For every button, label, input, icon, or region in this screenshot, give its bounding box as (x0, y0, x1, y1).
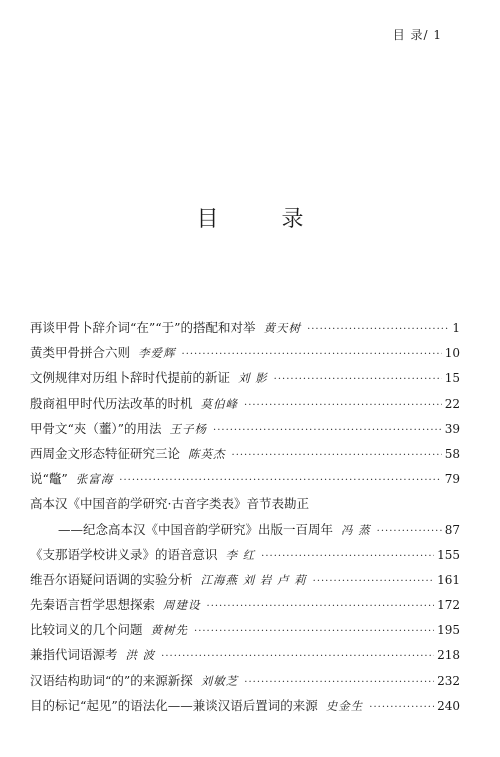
toc-entry-subtitle[interactable] (30, 520, 460, 545)
toc-entry-page: 1 (452, 321, 460, 335)
toc-entry-title: 甲骨文“㚒（虀）”的用法 (30, 420, 162, 436)
toc-entry-author: 刘敏芝 (200, 673, 239, 688)
toc-entry-page: 195 (437, 623, 460, 638)
toc-entry[interactable] (30, 394, 460, 419)
toc-entry-author: 陈英杰 (188, 446, 226, 461)
toc-entry-title: 目的标记“起见”的语法化——兼谈汉语后置词的来源 (30, 697, 318, 713)
toc-entry-title: 兼指代词语源考 (30, 647, 118, 663)
toc-leader-dots (307, 324, 449, 335)
toc-entry-author: 李爱辉 (138, 346, 176, 361)
running-head: 目 录/ 1 (392, 28, 442, 42)
toc-entry[interactable] (30, 645, 460, 670)
toc-entry-title: 高本汉《中国音韵学研究·古音字类表》音节表勘正 (30, 496, 309, 512)
toc-entry-page: 39 (444, 421, 460, 436)
toc-entry[interactable] (30, 318, 460, 343)
toc-leader-dots (194, 626, 434, 637)
toc-entry-author: 黄天树 (263, 321, 302, 335)
toc-entry-author: 周建设 (163, 598, 201, 613)
toc-entry-page: 172 (437, 598, 460, 613)
toc-entry[interactable] (30, 469, 460, 494)
toc-entry-page: 155 (437, 547, 460, 562)
toc-entry-page: 240 (437, 698, 460, 713)
toc-entry-author: 刘 影 (238, 371, 268, 386)
toc-leader-dots (369, 702, 434, 713)
toc-entry-title: 比较词义的几个问题 (30, 622, 143, 638)
toc-leader-dots (244, 677, 434, 688)
toc-leader-dots (313, 576, 434, 587)
toc-entry-title: ——纪念高本汉《中国音韵学研究》出版一百周年 (58, 521, 334, 537)
toc-entry-author: 莫伯峰 (200, 396, 239, 411)
toc-leader-dots (161, 651, 434, 662)
toc-entry-page: 22 (444, 396, 460, 411)
toc-entry-page: 232 (437, 673, 460, 688)
toc-entry-page: 15 (444, 371, 460, 386)
toc-entry-title: 汉语结构助词“的”的来源新探 (30, 672, 193, 688)
toc-entry-author: 冯 蒸 (341, 522, 371, 537)
toc-entry-title: 先秦语言哲学思想探索 (30, 597, 156, 613)
toc-entry-author: 江海燕 刘 岩 卢 莉 (200, 572, 307, 587)
toc-entry-title: 维吾尔语疑问语调的实验分析 (30, 571, 193, 587)
toc-entry-author: 张富海 (75, 472, 114, 487)
page-title: 目 录 (196, 207, 332, 232)
toc-leader-dots (207, 601, 435, 612)
toc-entry-author: 洪 波 (125, 648, 156, 663)
toc-entry-page: 161 (437, 572, 460, 587)
toc-entry[interactable] (30, 368, 460, 393)
toc-entry-page: 87 (444, 522, 460, 537)
toc-entry[interactable] (30, 444, 460, 469)
toc-entry-author: 王子杨 (169, 421, 208, 436)
toc-leader-dots (377, 526, 442, 537)
toc-entry-title: 西周金文形态特征研究三论 (30, 445, 181, 461)
toc-leader-dots (261, 551, 434, 562)
toc-entry-title: 殷商祖甲时代历法改革的时机 (30, 395, 193, 411)
toc-entry-title: 《支那语学校讲义录》的语音意识 (30, 546, 218, 562)
toc-entry[interactable] (30, 696, 460, 721)
toc-leader-dots (274, 374, 442, 385)
toc-entry[interactable] (30, 419, 460, 444)
toc-entry-author: 史金生 (325, 698, 364, 713)
toc-entry[interactable] (30, 545, 460, 570)
toc-entry-author: 李 红 (225, 547, 256, 562)
toc-entry-title: 再谈甲骨卜辞介词“在”“于”的搭配和对举 (30, 320, 256, 335)
toc-entry[interactable] (30, 595, 460, 620)
toc-entry[interactable] (30, 671, 460, 696)
table-of-contents (30, 318, 460, 721)
toc-leader-dots (244, 400, 442, 411)
toc-entry[interactable] (30, 570, 460, 595)
toc-entry-title: 文例规律对历组卜辞时代提前的新证 (30, 370, 231, 386)
toc-leader-dots (232, 450, 442, 461)
toc-entry-page: 58 (444, 446, 460, 461)
toc-leader-dots (182, 349, 442, 360)
toc-entry-heading[interactable] (30, 494, 460, 519)
toc-leader-dots (119, 475, 441, 486)
toc-entry-page: 79 (444, 472, 460, 487)
toc-entry-title: 黄类甲骨拼合六则 (30, 345, 131, 361)
toc-entry-author: 黄树先 (150, 623, 189, 638)
toc-leader-dots (213, 425, 442, 436)
toc-entry-page: 218 (437, 648, 460, 663)
toc-entry[interactable] (30, 343, 460, 368)
toc-entry[interactable] (30, 620, 460, 645)
toc-entry-page: 10 (444, 346, 460, 361)
toc-entry-title: 说“鼈” (30, 471, 68, 487)
